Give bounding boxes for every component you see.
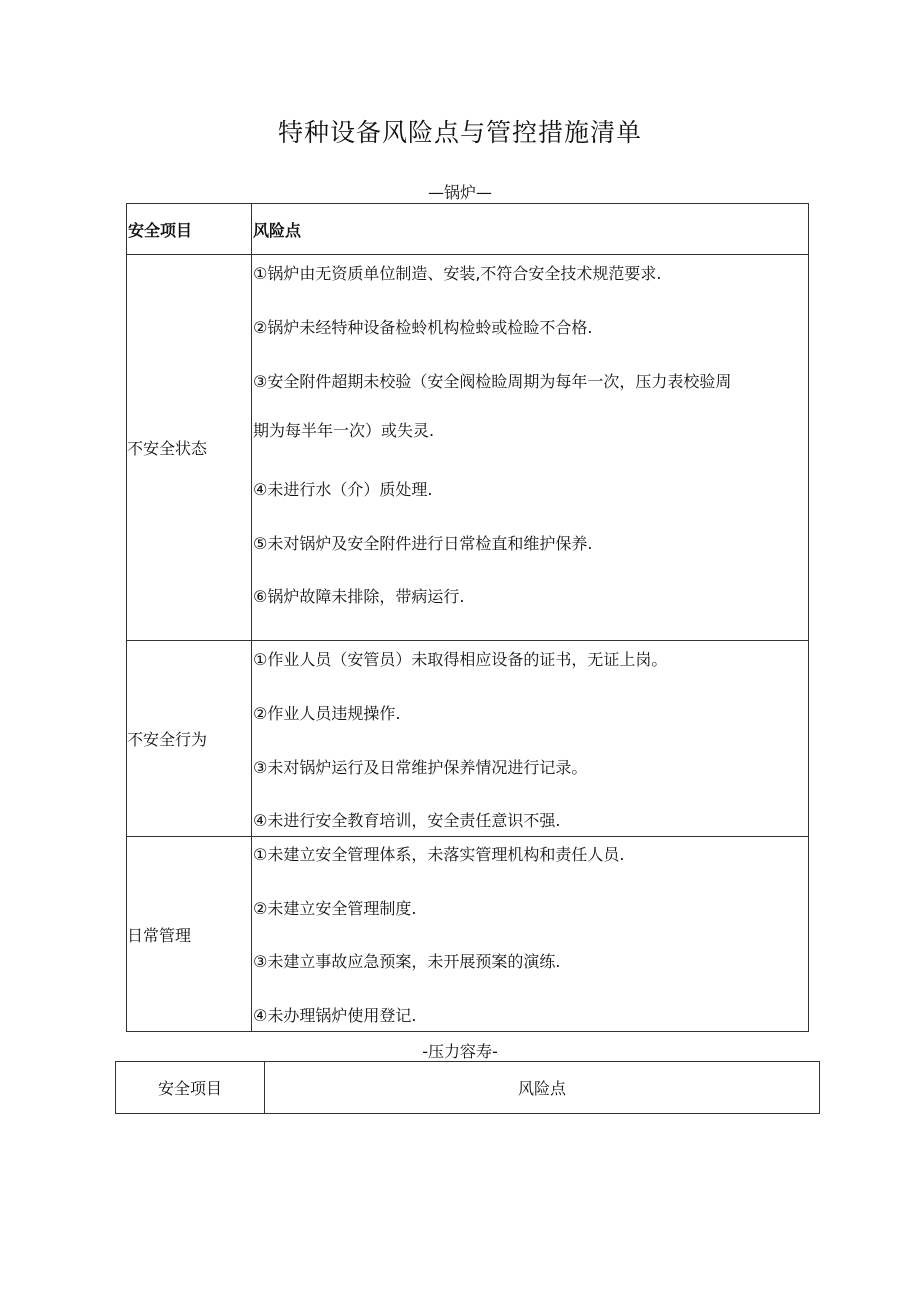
list-item: ④未进行安全教育培训，安全责任意识不强. bbox=[253, 811, 561, 830]
list-item: ①锅炉由无资质单位制造、安装,不符合安全技术规范要求. bbox=[253, 264, 662, 283]
list-item: ④未办理锅炉使用登记. bbox=[253, 1006, 417, 1025]
header-safety-item: 安全项目 bbox=[116, 1062, 265, 1114]
header-safety-item: 安全项目 bbox=[127, 204, 252, 255]
row-items-cell bbox=[252, 641, 809, 837]
table-row bbox=[127, 255, 809, 641]
list-item: ①作业人员（安管员）未取得相应设备的证书，无证上岗。 bbox=[253, 650, 668, 669]
row-category: 不安全行为 bbox=[127, 641, 252, 837]
table-row bbox=[127, 837, 809, 1032]
list-item: 期为每半年一次）或失灵. bbox=[253, 421, 435, 440]
row-items-cell bbox=[252, 255, 809, 641]
table-header-row bbox=[116, 1062, 820, 1114]
header-risk-point: 风险点 bbox=[265, 1062, 820, 1114]
list-item: ③未建立事故应急预案，未开展预案的演练. bbox=[253, 952, 561, 971]
page-title: 特种设备风险点与管控措施清单 bbox=[277, 118, 642, 147]
row-category: 不安全状态 bbox=[127, 255, 252, 641]
list-item: ③安全附件超期未校验（安全阀检睑周期为每年一次，压力表校验周 bbox=[253, 372, 732, 391]
list-item: ②作业人员违规操作. bbox=[253, 704, 401, 723]
boiler-risk-table bbox=[126, 203, 809, 1032]
table-row bbox=[127, 641, 809, 837]
header-risk-point: 风险点 bbox=[252, 204, 809, 255]
list-item: ②锅炉未经特种设备检蛉机构检蛉或检睑不合格. bbox=[253, 318, 593, 337]
section-label-pressure-vessel: -压力容寿- bbox=[422, 1042, 498, 1061]
list-item: ⑥锅炉故障未排除，带病运行. bbox=[253, 587, 465, 606]
list-item: ②未建立安全管理制度. bbox=[253, 899, 417, 918]
list-item: ⑤未对锅炉及安全附件进行日常检直和维护保养. bbox=[253, 534, 593, 553]
row-items-cell bbox=[252, 837, 809, 1032]
row-category: 日常管理 bbox=[127, 837, 252, 1032]
list-item: ①未建立安全管理体系，未落实管理机构和责任人员. bbox=[253, 845, 625, 864]
pressure-vessel-risk-table bbox=[115, 1061, 820, 1114]
list-item: ③未对锅炉运行及日常维护保养情况进行记录。 bbox=[253, 758, 588, 777]
table-header-row bbox=[127, 204, 809, 255]
section-label-boiler: —锅炉— bbox=[427, 183, 492, 202]
list-item: ④未进行水（介）质处理. bbox=[253, 480, 433, 499]
